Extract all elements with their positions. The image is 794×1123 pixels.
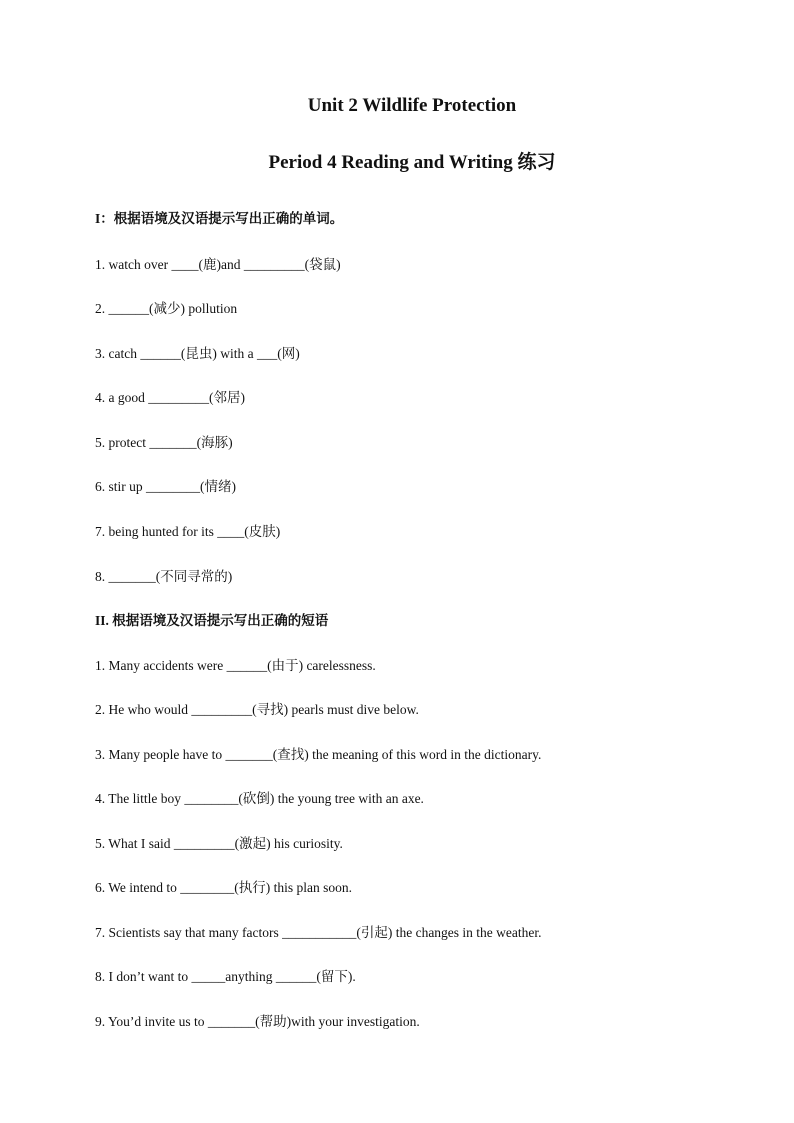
section-2-item: 8. I don’t want to _____anything ______(留下). bbox=[95, 969, 356, 984]
section-2-item: 3. Many people have to _______(查找) the meaning of this word in the dictionary. bbox=[95, 747, 542, 762]
section-1-item: 5. protect _______(海豚) bbox=[95, 435, 233, 450]
section-2-item: 4. The little boy ________(砍倒) the young tree with an axe. bbox=[95, 791, 424, 806]
section-1-item: 3. catch ______(昆虫) with a ___(网) bbox=[95, 346, 300, 361]
document-subtitle: Period 4 Reading and Writing 练习 bbox=[268, 152, 556, 173]
section-1-item: 6. stir up ________(情绪) bbox=[95, 479, 236, 494]
section-1-item: 7. being hunted for its ____(皮肤) bbox=[95, 524, 281, 539]
section-1-item: 4. a good _________(邻居) bbox=[95, 390, 245, 405]
section-1-item: 2. ______(减少) pollution bbox=[95, 301, 238, 316]
section-2-item: 7. Scientists say that many factors ___________(引起) the changes in the weather. bbox=[95, 925, 542, 940]
section-2-item: 2. He who would _________(寻找) pearls must dive below. bbox=[95, 702, 419, 717]
section-2-heading: II. 根据语境及汉语提示写出正确的短语 bbox=[95, 613, 329, 628]
section-1-item: 8. _______(不同寻常的) bbox=[95, 569, 233, 584]
section-2-item: 1. Many accidents were ______(由于) carelessness. bbox=[95, 658, 376, 673]
section-1-heading: I：根据语境及汉语提示写出正确的单词。 bbox=[95, 211, 344, 226]
section-1-item: 1. watch over ____(鹿)and _________(袋鼠) bbox=[95, 257, 341, 272]
section-2-item: 5. What I said _________(激起) his curiosity. bbox=[95, 836, 343, 851]
section-2-item: 6. We intend to ________(执行) this plan soon. bbox=[95, 880, 353, 895]
document-title: Unit 2 Wildlife Protection bbox=[307, 95, 517, 116]
section-2-item: 9. You’d invite us to _______(帮助)with your investigation. bbox=[95, 1014, 420, 1029]
